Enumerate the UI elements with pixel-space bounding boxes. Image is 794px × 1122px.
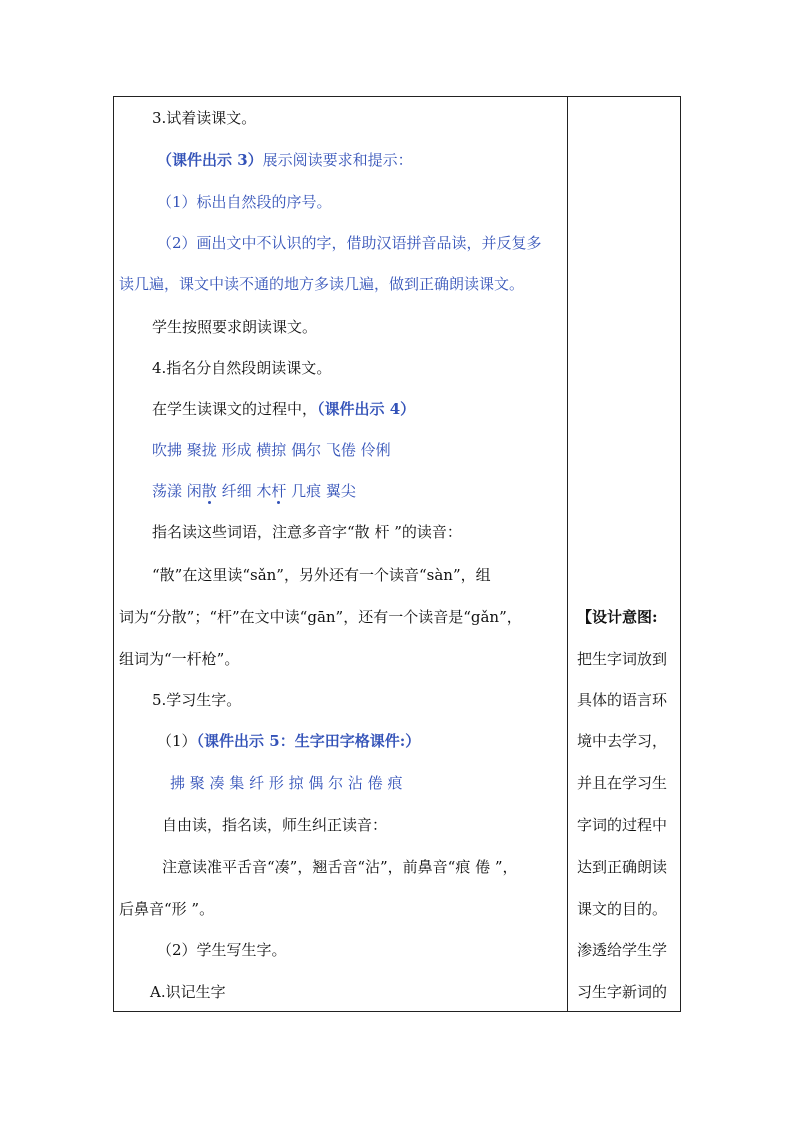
pronunciation-note: 注意读准平舌音“凑”，翘舌音“沾”，前鼻音“痕 倦 ”， (162, 858, 518, 876)
design-intent-line-1: 把生字词放到 (577, 650, 668, 668)
step-4-heading: 4.指名分自然段朗读课文。 (152, 359, 332, 377)
vocab-row-2 (152, 481, 356, 501)
courseware-4-prefix: 在学生读课文的过程中， (152, 400, 318, 418)
design-intent-line-3: 境中去学习， (577, 732, 668, 750)
design-intent-line-7: 课文的目的。 (577, 900, 668, 918)
design-intent-line-9: 习生字新词的 (577, 983, 668, 1001)
vocab-row-2-part-a: 荡漾 闲 (152, 482, 202, 500)
requirement-1: （1）标出自然段的序号。 (157, 193, 332, 211)
sub-step-1-label: （1） (157, 732, 197, 750)
courseware-5-label: （课件出示 5：生字田字格课件:） (196, 732, 421, 750)
courseware-3-text: 展示阅读要求和提示： (262, 151, 413, 169)
students-read-line: 学生按照要求朗读课文。 (152, 318, 318, 336)
vocab-row-2-part-e: 几痕 翼尖 (286, 482, 356, 500)
column-divider (567, 97, 568, 1011)
step-5-heading: 5.学习生字。 (152, 691, 242, 709)
sub-step-2: （2）学生写生字。 (157, 941, 287, 959)
san-explanation: “散”在这里读“sǎn”，另外还有一个读音“sàn”，组 (152, 566, 491, 584)
design-intent-heading: 【设计意图: (577, 608, 658, 626)
new-characters-row: 拂 聚 凑 集 纤 形 掠 偶 尔 沾 倦 痕 (170, 774, 403, 792)
courseware-3-label: （课件出示 3） (157, 151, 263, 169)
design-intent-line-4: 并且在学习生 (577, 774, 668, 792)
pronunciation-note-cont: 后鼻音“形 ”。 (119, 900, 215, 918)
courseware-4-line (152, 399, 415, 419)
polyphone-instruction: 指名读这些词语，注意多音字“散 杆 ”的读音： (152, 523, 462, 541)
vocab-row-2-part-c: 纤细 木 (216, 482, 272, 500)
design-intent-line-6: 达到正确朗读 (577, 858, 668, 876)
courseware-3-line (157, 150, 413, 170)
polyphone-san: 散 (201, 482, 217, 500)
gan-example: 组词为“一杆枪”。 (119, 650, 240, 668)
design-intent-line-2: 具体的语言环 (577, 691, 668, 709)
sub-step-a: A.识记生字 (150, 983, 226, 1001)
vocab-row-1: 吹拂 聚拢 形成 横掠 偶尔 飞倦 伶俐 (152, 441, 391, 459)
gan-explanation: 词为“分散”；“杆”在文中读“gān”，还有一个读音是“gǎn”， (119, 608, 522, 626)
reading-instruction: 自由读，指名读，师生纠正读音： (162, 816, 388, 834)
polyphone-gan: 杆 (271, 482, 287, 500)
requirement-2-cont: 读几遍，课文中读不通的地方多读几遍，做到正确朗读课文。 (119, 275, 525, 293)
design-intent-line-8: 渗透给学生学 (577, 941, 668, 959)
courseware-4-label: （课件出示 4） (317, 400, 416, 418)
courseware-5-line (157, 731, 420, 751)
step-3-heading: 3.试着读课文。 (152, 109, 257, 127)
design-intent-line-5: 字词的过程中 (577, 816, 668, 834)
requirement-2: （2）画出文中不认识的字，借助汉语拼音品读，并反复多 (157, 234, 542, 252)
